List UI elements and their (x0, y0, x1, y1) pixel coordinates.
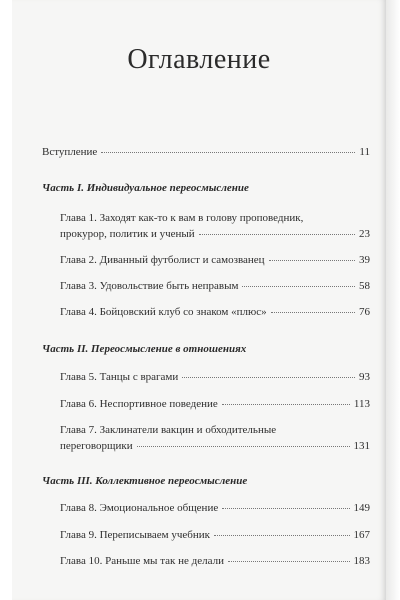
toc-entry-label: Глава 10. Раньше мы так не делали (60, 555, 224, 567)
toc-entry-label: переговорщики (60, 440, 133, 452)
page-title: Оглавление (127, 44, 271, 75)
toc-page-number: 113 (353, 398, 370, 410)
toc-entry-label-line1: Глава 1. Заходят как-то к вам в голову проповедник, (60, 212, 304, 224)
toc-entry-chapter-9 (60, 529, 370, 541)
dot-leader (214, 535, 350, 536)
toc-page-number: 93 (359, 371, 370, 383)
dot-leader (182, 377, 355, 378)
toc-entry-label: Глава 5. Танцы с врагами (60, 371, 179, 383)
toc-entry-label: Глава 9. Переписываем учебник (60, 529, 210, 541)
dot-leader (228, 561, 350, 562)
toc-entry-label: Глава 8. Эмоциональное общение (60, 502, 219, 514)
dot-leader (242, 286, 355, 287)
toc-page-number: 149 (353, 502, 370, 514)
dot-leader (101, 152, 355, 153)
dot-leader (222, 404, 350, 405)
toc-entry-label: Вступление (42, 146, 98, 158)
dot-leader (271, 312, 355, 313)
toc-entry-chapter-8 (60, 502, 370, 514)
toc-entry-chapter-2 (60, 254, 370, 266)
toc-entry-chapter-4 (60, 306, 370, 318)
toc-page-number: 131 (353, 440, 370, 452)
toc-page-number: 58 (359, 280, 370, 292)
toc-page-number: 167 (353, 529, 370, 541)
toc-entry-label: прокурор, политик и ученый (60, 228, 195, 240)
part-heading: Часть I. Индивидуальное переосмысление (42, 182, 249, 194)
dot-leader (137, 446, 350, 447)
toc-entry-chapter-5 (60, 371, 370, 383)
toc-entry-chapter-6 (60, 398, 370, 410)
toc-page-number: 39 (359, 254, 370, 266)
dot-leader (222, 508, 349, 509)
toc-entry-label: Глава 6. Неспортивное поведение (60, 398, 218, 410)
toc-entry-label: Глава 3. Удовольствие быть неправым (60, 280, 239, 292)
toc-entry-chapter-1 (60, 228, 370, 240)
toc-page-number: 76 (359, 306, 370, 318)
toc-entry-chapter-3 (60, 280, 370, 292)
page-edge (386, 0, 400, 600)
dot-leader (199, 234, 355, 235)
book-page (12, 0, 386, 600)
part-heading: Часть III. Коллективное переосмысление (42, 475, 248, 487)
toc-page-number: 11 (359, 146, 370, 158)
toc-entry-chapter-10 (60, 555, 370, 567)
dot-leader (269, 260, 355, 261)
toc-entry-intro (42, 146, 370, 158)
toc-page-number: 183 (353, 555, 370, 567)
toc-entry-label-line1: Глава 7. Заклинатели вакцин и обходительные (60, 424, 277, 436)
toc-entry-label: Глава 2. Диванный футболист и самозванец (60, 254, 265, 266)
toc-entry-chapter-7 (60, 440, 370, 452)
toc-entry-label: Глава 4. Бойцовский клуб со знаком «плюс» (60, 306, 267, 318)
toc-page-number: 23 (359, 228, 370, 240)
part-heading: Часть II. Переосмысление в отношениях (42, 343, 247, 355)
